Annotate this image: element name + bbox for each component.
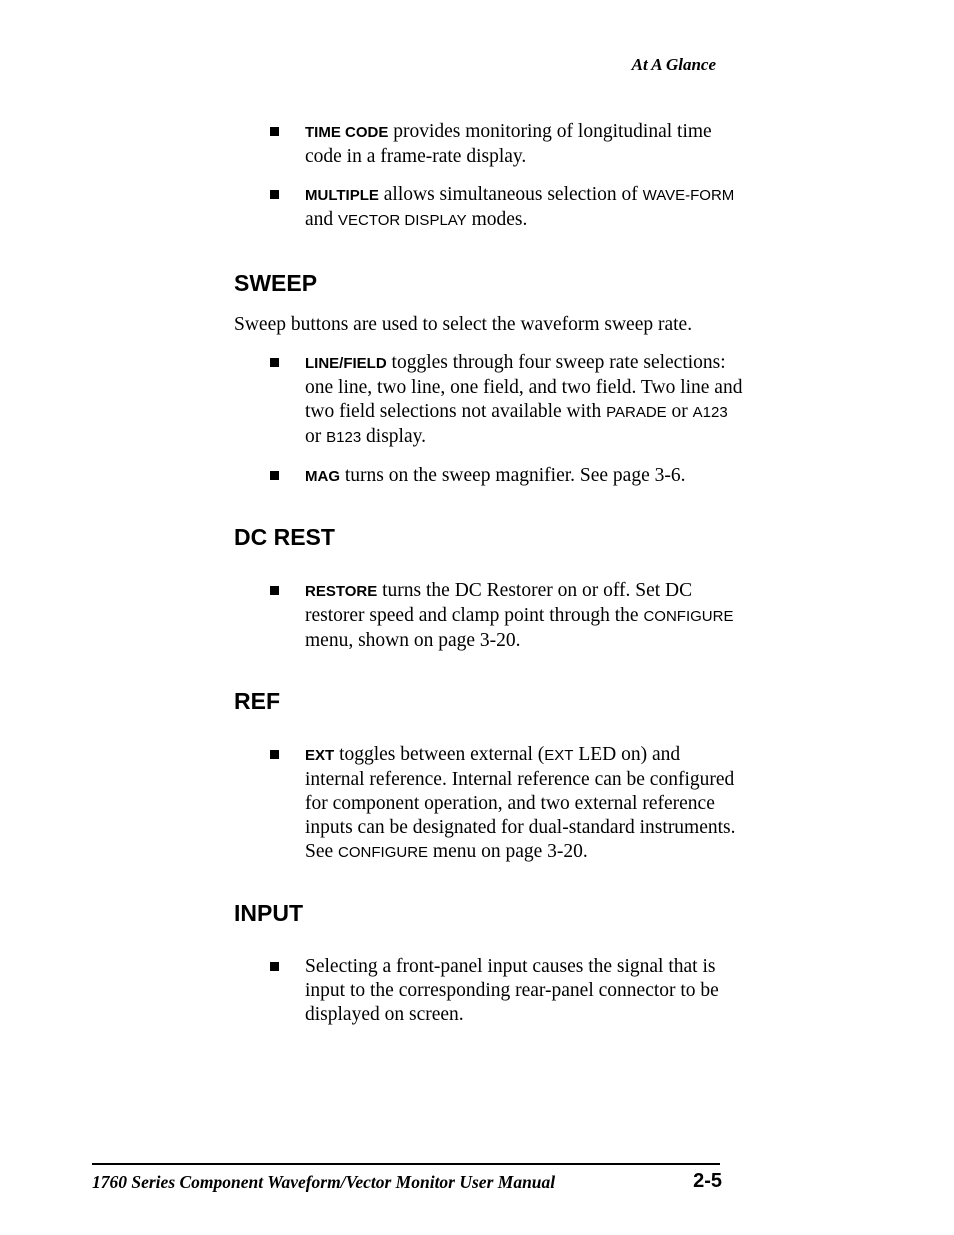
bullet-text: Selecting a front-panel input causes the signal that is input to the corresponding rear-panel connector to be displayed on screen.	[305, 956, 719, 1025]
inline-term: VECTOR DISPLAY	[338, 212, 467, 229]
bullet-text: turns on the sweep magnifier. See page 3-6.	[340, 465, 686, 486]
bullet-square-icon	[270, 190, 279, 199]
bullet-restore	[234, 579, 744, 653]
section-heading-sweep: SWEEP	[234, 270, 318, 296]
inline-term: WAVE-FORM	[642, 187, 735, 204]
section-heading-input: INPUT	[234, 900, 303, 926]
section-heading-dc-rest: DC REST	[234, 524, 335, 550]
inline-term: A123	[692, 404, 728, 421]
bullet-text: menu, shown on page 3-20.	[305, 630, 521, 651]
bullet-text: provides monitoring of longitudinal time code in a frame-rate display.	[305, 121, 712, 167]
bullet-square-icon	[270, 127, 279, 136]
bullet-square-icon	[270, 471, 279, 480]
page-content	[234, 120, 744, 1041]
keyword: MULTIPLE	[305, 187, 379, 204]
bullet-text: menu on page 3-20.	[428, 841, 588, 862]
bullet-mag	[234, 464, 744, 489]
bullet-text: allows simultaneous selection of	[378, 184, 643, 205]
bullet-text: toggles through four sweep rate selections: one line, two line, one field, and two field. Two line and two field selections not available with	[305, 352, 743, 422]
bullet-text: modes.	[466, 209, 528, 230]
page-number: 2-5	[693, 1170, 722, 1192]
footer-rule	[92, 1163, 720, 1165]
section-heading-ref: REF	[234, 688, 280, 714]
inline-term: CONFIGURE	[338, 844, 429, 861]
inline-term: B123	[326, 429, 362, 446]
bullet-line-field	[234, 351, 744, 450]
bullet-text: LED on) and internal reference. Internal reference can be configured for component operation, and two external reference inputs can be designated for dual-standard instruments. See	[305, 744, 736, 862]
sweep-intro: Sweep buttons are used to select the waveform sweep rate.	[234, 314, 693, 335]
running-header: At A Glance	[631, 55, 716, 74]
inline-term: CONFIGURE	[643, 608, 734, 625]
bullet-square-icon	[270, 962, 279, 971]
bullet-text: or	[305, 426, 327, 447]
bullet-text: and	[305, 209, 339, 230]
bullet-text: or	[666, 401, 693, 422]
keyword: LINE/FIELD	[305, 355, 387, 372]
keyword: MAG	[305, 468, 340, 485]
bullet-text: display.	[361, 426, 426, 447]
bullet-square-icon	[270, 586, 279, 595]
footer-manual-title: 1760 Series Component Waveform/Vector Monitor User Manual	[92, 1172, 556, 1192]
inline-term: PARADE	[606, 404, 667, 421]
bullet-square-icon	[270, 750, 279, 759]
bullet-time-code	[234, 120, 744, 169]
bullet-multiple	[234, 183, 744, 233]
keyword: RESTORE	[305, 583, 378, 600]
bullet-square-icon	[270, 358, 279, 367]
inline-term: EXT	[544, 747, 574, 764]
bullet-input	[234, 955, 744, 1027]
bullet-text: toggles between external (	[334, 744, 545, 765]
bullet-text: turns the DC Restorer on or off. Set DC restorer speed and clamp point through the	[305, 580, 693, 626]
keyword: EXT	[305, 747, 335, 764]
keyword: TIME CODE	[305, 124, 389, 141]
bullet-ext	[234, 743, 744, 865]
